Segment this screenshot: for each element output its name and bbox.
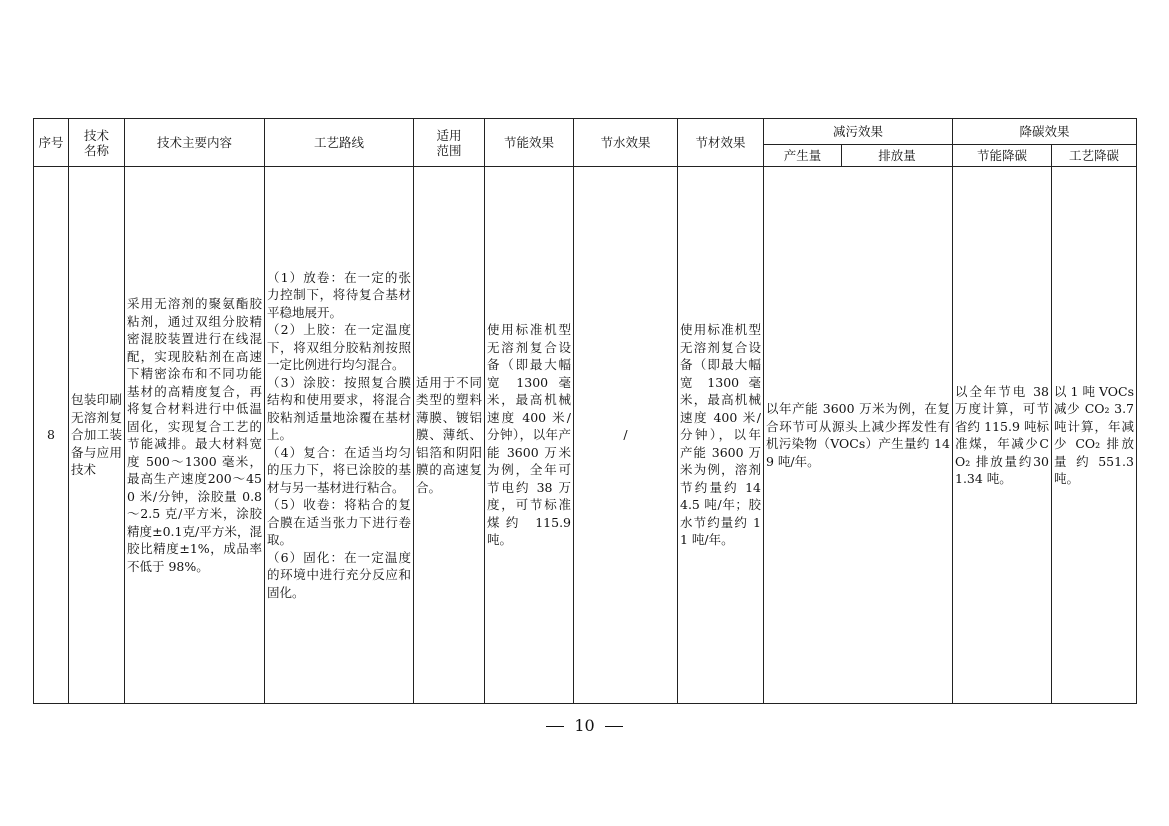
cell-pollution: 以年产能 3600 万米为例，在复合环节可从源头上减少挥发性有机污染物（VOCs）产生量约 149 吨/年。 <box>764 167 953 704</box>
cell-process <box>265 167 414 704</box>
process-step: （2）上胶：在一定温度下，将双组分胶粘剂按照一定比例进行均匀混合。 <box>267 322 411 373</box>
cell-carbon-energy: 以全年节电 38 万度计算，可节省约 115.9 吨标准煤，年减少CO₂ 排放量约301.34 吨。 <box>953 167 1052 704</box>
footer-dash-right <box>605 726 623 727</box>
technology-table <box>33 118 1137 704</box>
process-step: （5）收卷：将粘合的复合膜在适当张力下进行卷取。 <box>267 497 411 548</box>
cell-content: 采用无溶剂的聚氨酯胶粘剂，通过双组分胶精密混胶装置进行在线混配，实现胶粘剂在高速下精密涂布和不同功能基材的高精度复合，再将复合材料进行中低温固化，实现复合工艺的节能减排。最大材料宽度 500～1300 毫米，最高生产速度200～450 米/分钟，涂胶量 0.8～2.5 克/平方米，涂胶精度±0.1克/平方米，混胶比精度±1%，成品率不低于 98%。 <box>125 167 265 704</box>
process-step: （3）涂胶：按照复合膜结构和使用要求，将混合胶粘剂适量地涂覆在基材上。 <box>267 374 411 443</box>
cell-energy: 使用标准机型无溶剂复合设备（即最大幅宽 1300 毫米，最高机械速度 400 米/分钟），以年产能 3600 万米为例，全年可节电约 38 万度，可节标准煤约 115.9 吨。 <box>485 167 574 704</box>
header-name-text: 技术 名称 <box>83 127 109 158</box>
footer-dash-left <box>546 726 564 727</box>
table-row <box>34 167 1137 704</box>
header-scope <box>414 119 485 167</box>
cell-material: 使用标准机型无溶剂复合设备（即最大幅宽 1300 毫米，最高机械速度 400 米/分钟），以年产能 3600 万米为例，溶剂节约量约 144.5 吨/年；胶水节约量约 11 吨/年。 <box>678 167 764 704</box>
header-energy: 节能效果 <box>485 119 574 167</box>
cell-water: / <box>574 167 678 704</box>
header-scope-text: 适用 范围 <box>436 127 462 158</box>
cell-carbon-process: 以 1 吨 VOCs减少 CO₂ 3.7吨计算，年减少 CO₂ 排放量约551.3吨。 <box>1052 167 1137 704</box>
header-process: 工艺路线 <box>265 119 414 167</box>
header-content: 技术主要内容 <box>125 119 265 167</box>
cell-name: 包装印刷无溶剂复合加工装备与应用技术 <box>69 167 125 704</box>
header-pollution-emit: 排放量 <box>842 145 953 167</box>
header-water: 节水效果 <box>574 119 678 167</box>
process-step: （4）复合：在适当均匀的压力下，将已涂胶的基材与另一基材进行粘合。 <box>267 444 411 495</box>
header-pollution-gen: 产生量 <box>764 145 842 167</box>
header-carbon-energy: 节能降碳 <box>953 145 1052 167</box>
header-material: 节材效果 <box>678 119 764 167</box>
cell-scope: 适用于不同类型的塑料薄膜、镀铝膜、薄纸、铝箔和阴阳膜的高速复合。 <box>414 167 485 704</box>
process-step: （6）固化：在一定温度的环境中进行充分反应和固化。 <box>267 549 411 600</box>
page-footer <box>0 716 1169 735</box>
header-name <box>69 119 125 167</box>
header-carbon-process: 工艺降碳 <box>1052 145 1137 167</box>
header-carbon: 降碳效果 <box>953 119 1137 145</box>
cell-index: 8 <box>34 167 69 704</box>
page-number: 10 <box>574 716 595 735</box>
header-index: 序号 <box>34 119 69 167</box>
process-step: （1）放卷：在一定的张力控制下，将待复合基材平稳地展开。 <box>267 269 411 320</box>
header-pollution: 减污效果 <box>764 119 953 145</box>
